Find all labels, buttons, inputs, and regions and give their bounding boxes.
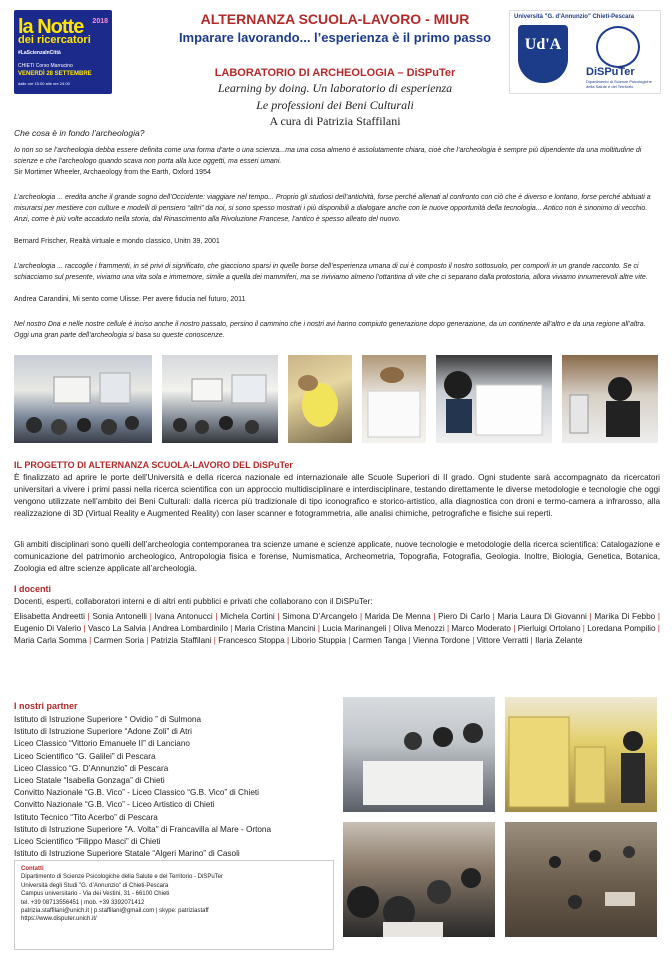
name-separator: | — [444, 624, 452, 633]
partners-list — [14, 714, 271, 860]
docente-name: Elisabetta Andreetti — [14, 612, 85, 621]
contacts-title: Contatti — [21, 866, 44, 872]
photo-gloved-hands — [288, 355, 352, 443]
notte-logo-city: CHIETI Corso Marrucino — [18, 63, 73, 69]
finds-photo-icon — [362, 355, 426, 443]
quote-2-source: Bernard Frischer, Realtà virtuale e mondo classico, Unitn 39, 2001 — [14, 238, 220, 245]
partner-item: Convitto Nazionale “G.B. Vico” - Liceo Classico “G.B. Vico” di Chieti — [14, 788, 259, 798]
photo-finds-boxes — [505, 697, 657, 812]
docente-name: Loredana Pompilio — [587, 624, 656, 633]
quote-1: Io non so se l’archeologia debba essere definita come una forma d’arte o una scienza...ma una cosa almeno è assolutamente chiara, cioè che l’archeologia è sempre più dipendente da una moltitudine di scienze e che l’archeologo quando scava non porta alla luce oggetti, ma esseri umani. — [14, 147, 642, 165]
name-separator: | — [386, 624, 394, 633]
name-separator: | — [315, 624, 323, 633]
docente-name: Vasco La Salvia — [87, 624, 147, 633]
uda-mark: Ud'A — [524, 36, 562, 53]
name-separator: | — [430, 612, 439, 621]
partners-title: I nostri partner — [14, 701, 78, 711]
uda-shield-icon — [518, 25, 568, 83]
name-separator: | — [212, 612, 221, 621]
name-separator: | — [81, 624, 88, 633]
quote-3-source: Andrea Carandini, Mi sento come Ulisse. Per avere fiducia nel futuro, 2011 — [14, 296, 246, 303]
docente-name: Oliva Menozzi — [393, 624, 445, 633]
docenti-intro: Docenti, esperti, collaboratori interni e di altri enti pubblici e privati che collaborano con il DiSPuTer: — [14, 597, 373, 606]
university-logo — [509, 10, 661, 94]
name-separator: | — [345, 636, 353, 645]
workshop-photo-icon — [343, 697, 495, 812]
lab-curator: A cura di Patrizia Staffilani — [269, 114, 401, 128]
gloves-photo-icon — [288, 355, 352, 443]
docente-name: Marida De Menna — [364, 612, 431, 621]
question-heading: Che cosa è in fondo l’archeologia? — [14, 128, 145, 138]
contacts-website-link[interactable]: https://www.disputer.unich.it/ — [21, 916, 97, 923]
partner-item: Istituto di Istruzione Superiore "A. Volta" di Francavilla al Mare - Ortona — [14, 824, 272, 834]
docente-name: Ilaria Zelante — [535, 636, 583, 645]
microscope-photo-icon — [562, 355, 658, 443]
partner-item: Convitto Nazionale “G.B. Vico” - Liceo Artistico di Chieti — [14, 800, 215, 810]
project-paragraph-1: È finalizzato ad aprire le porte dell’Università e della ricerca nazionale ed internazionale alle Scuole Superiori di II grado. Ogni studente sarà accompagnato da ricercatori universitari a vivere i primi passi nella ricerca scientifica con un approccio multidisciplinare e interdisciplinare, testando direttamente le diverse metodologie e tecnologie che oggi vengono utilizzate nell’ambito dei Beni Culturali: dalla ricerca più tradizionale di tipo iconografico e storico-artistico, alla diagnostica con droni e termo-camera a infrarosso, alla realizzazione di 3D (Virtual Reality e Augmented Reality) con laser scanner e fotogrammetria, alle analisi chimiche, petrografiche e fisiche sui reperti. — [14, 473, 660, 518]
page-title: ALTERNANZA SCUOLA-LAVORO - MIUR — [200, 11, 470, 27]
drawing-photo-icon — [436, 355, 552, 443]
docente-name: Lucia Marinangeli — [322, 624, 387, 633]
docente-name: Piero Di Carlo — [438, 612, 490, 621]
boxes-photo-icon — [505, 697, 657, 812]
photo-finds-on-paper — [362, 355, 426, 443]
docente-name: Carmen Tanga — [352, 636, 407, 645]
docente-name: Michela Cortini — [220, 612, 275, 621]
university-name: Università "G. d'Annunzio" Chieti-Pescara — [514, 14, 635, 20]
name-separator: | — [580, 624, 588, 633]
contacts-box — [14, 860, 334, 950]
name-separator: | — [274, 612, 283, 621]
docente-name: Maria Laura Di Giovanni — [497, 612, 587, 621]
name-separator: | — [144, 636, 151, 645]
partner-item: Liceo Scientifico “Filippo Masci” di Chieti — [14, 837, 161, 847]
docente-name: Francesco Stoppa — [218, 636, 285, 645]
name-separator: | — [227, 624, 235, 633]
photo-workshop-table — [343, 697, 495, 812]
docente-name: Sonia Antonelli — [92, 612, 148, 621]
photo-lab-room — [162, 355, 278, 443]
docente-name: Pierluigi Ortolano — [517, 624, 581, 633]
contacts-line: Campus universitario - Via dei Vestini, 31 - 66100 Chieti — [21, 891, 170, 898]
name-separator: | — [655, 612, 661, 621]
quote-1-source: Sir Mortimer Wheeler, Archaeology from the Earth, Oxford 1954 — [14, 169, 211, 176]
notte-logo-title: la Notte — [18, 16, 84, 38]
lab-title: LABORATORIO DI ARCHEOLOGIA – DiSPuTer — [214, 67, 456, 79]
lab-line-2: Le professioni dei Beni Culturali — [256, 98, 414, 112]
partner-item: Liceo Statale “Isabella Gonzaga” di Chieti — [14, 776, 165, 786]
project-paragraph-2: Gli ambiti disciplinari sono quelli dell’archeologia contemporanea tra scienze umane e scienze applicate, nuove tecnologie e metodologie della ricerca scientifica: Catalogazione e comunicazione del patrimonio archeologico, Antropologia fisica e forense, Numismatica, Archeometria, Topografia, Fotografia, Geologia. Inoltre, Biologia, Genetica, Botanica, Zoologia ed altre scienze applicate all’archeologia. — [14, 540, 660, 573]
docente-name: Ivana Antonucci — [154, 612, 213, 621]
name-separator: | — [655, 624, 660, 633]
docente-name: Eugenio Di Valerio — [14, 624, 82, 633]
docente-name: Carmen Soria — [93, 636, 144, 645]
classroom-photo-icon — [14, 355, 152, 443]
contacts-line: Dipartimento di Scienze Psicologiche della Salute e del Territorio - DiSPuTer — [21, 874, 223, 881]
notte-logo-year: 2018 — [92, 18, 108, 25]
excavation-photo-icon — [505, 822, 657, 937]
docente-name: Vittore Verratti — [476, 636, 529, 645]
docenti-title: I docenti — [14, 584, 52, 594]
photo-excavation-site — [505, 822, 657, 937]
disputer-emblem-icon — [596, 26, 640, 68]
quote-2: L’archeologia ... eredita anche il grande sogno dell’Occidente: viaggiare nel tempo... Proprio gli studiosi dell’antichità, forse perché allenati al confronto con ciò che è diverso e lontano, forse perché abituati a misurarsi per mestiere con culture e modelli di pensiero “altri” da noi, si sono spesso mostrati i più disponibili a dialogare anche con le nuove opportunità della tecnologia... Antico non è sinonimo di vecchio. Anzi, come è più volte accaduto nella storia, dal Rinascimento alla Rivoluzione Francese, l’antico è spesso alleato del nuovo. — [14, 194, 651, 223]
name-separator: | — [528, 636, 536, 645]
quote-4: Nel nostro Dna e nelle nostre cellule è inciso anche il nostro passato, persino il cammino che i nostri avi hanno compiuto generazione dopo generazione, da un continente all’altro e da una regione all’altra. Oggi una gran parte dell’archeologia si basa su queste conoscenze. — [14, 321, 646, 339]
name-separator: | — [86, 636, 94, 645]
notte-logo-hashtag: #LaScienzaInCittà — [18, 50, 61, 56]
name-separator: | — [406, 636, 413, 645]
disputer-subtitle: Dipartimento di Scienze Psicologiche della Salute e del Territorio — [586, 79, 652, 89]
docente-name: Marco Moderato — [451, 624, 511, 633]
photo-students-classroom — [14, 355, 152, 443]
docente-name: Liborio Stuppia — [291, 636, 346, 645]
docente-name: Vienna Tordone — [412, 636, 470, 645]
project-title: IL PROGETTO DI ALTERNANZA SCUOLA-LAVORO DEL DiSPuTer — [14, 460, 293, 470]
name-separator: | — [489, 612, 498, 621]
lab-room-photo-icon — [162, 355, 278, 443]
docente-name: Marika Di Febbo — [594, 612, 656, 621]
partner-item: Istituto di Istruzione Superiore “ Ovidio ” di Sulmona — [14, 715, 202, 724]
group-photo-icon — [343, 822, 495, 937]
notte-ricercatori-logo — [14, 10, 112, 94]
photo-student-drawing — [436, 355, 552, 443]
contacts-line: Università degli Studi "G. d’Annunzio" di Chieti-Pescara — [21, 882, 169, 889]
notte-logo-date: VENERDÌ 28 SETTEMBRE — [18, 71, 92, 77]
name-separator: | — [586, 612, 595, 621]
docente-name: Maria Carla Somma — [14, 636, 87, 645]
name-separator: | — [146, 624, 153, 633]
docente-name: Simona D’Arcangelo — [282, 612, 358, 621]
docenti-list — [14, 611, 660, 647]
partner-item: Liceo Classico “Vittorio Emanuele II” di Lanciano — [14, 739, 190, 749]
photo-group-students — [343, 822, 495, 937]
name-separator: | — [469, 636, 477, 645]
contacts-line: tel. +39 08713556451 | mob. +39 3392071412 — [21, 899, 145, 906]
partner-item: Liceo Scientifico “G. Galilei” di Pescara — [14, 751, 156, 761]
notte-logo-subtitle: dei ricercatori — [18, 34, 91, 46]
partner-item: Istituto di Istruzione Superiore “Adone Zoli” di Atri — [14, 727, 192, 737]
notte-logo-hours: dalle ore 15.00 alle ore 24.00 — [18, 81, 70, 86]
partner-item: Istituto Tecnico “Tito Acerbo” di Pescara — [14, 812, 158, 822]
quote-3: L’archeologia ... raccoglie i frammenti, in sé privi di significato, che giacciono sparsi in quelle borse dell’esperienza umana di cui è composto il nostro sottosuolo, per comporli in un grande racconto. Se ci schiacciamo sul presente, viviamo una vita sola e immemore, simile a quella dei mammiferi, ma se riviviamo almeno l’ottantina di vite che ci separano dalla protostoria, allora viviamo innumerevoli altre vite. — [14, 263, 648, 281]
name-separator: | — [357, 612, 365, 621]
lab-line-1: Learning by doing. Un laboratorio di esperienza — [217, 81, 453, 95]
docente-name: Maria Cristina Mancini — [234, 624, 316, 633]
partner-item: Istituto di Istruzione Superiore Statale “Algeri Marino” di Casoli — [14, 849, 240, 859]
docente-name: Andrea Lombardinilo — [152, 624, 228, 633]
partner-item: Liceo Classico “G. D’Annunzio” di Pescara — [14, 763, 169, 773]
photo-microscope — [562, 355, 658, 443]
name-separator: | — [211, 636, 219, 645]
page-subtitle: Imparare lavorando... l’esperienza è il primo passo — [178, 30, 492, 45]
name-separator: | — [147, 612, 155, 621]
contacts-email-line: patrizia.staffilani@unich.it | p.staffilani@gmail.com | skype: patriziastaff — [21, 908, 209, 915]
docente-name: Patrizia Staffilani — [150, 636, 212, 645]
disputer-name: DiSPuTer — [586, 66, 635, 78]
name-separator: | — [510, 624, 518, 633]
name-separator: | — [284, 636, 292, 645]
name-separator: | — [84, 612, 93, 621]
